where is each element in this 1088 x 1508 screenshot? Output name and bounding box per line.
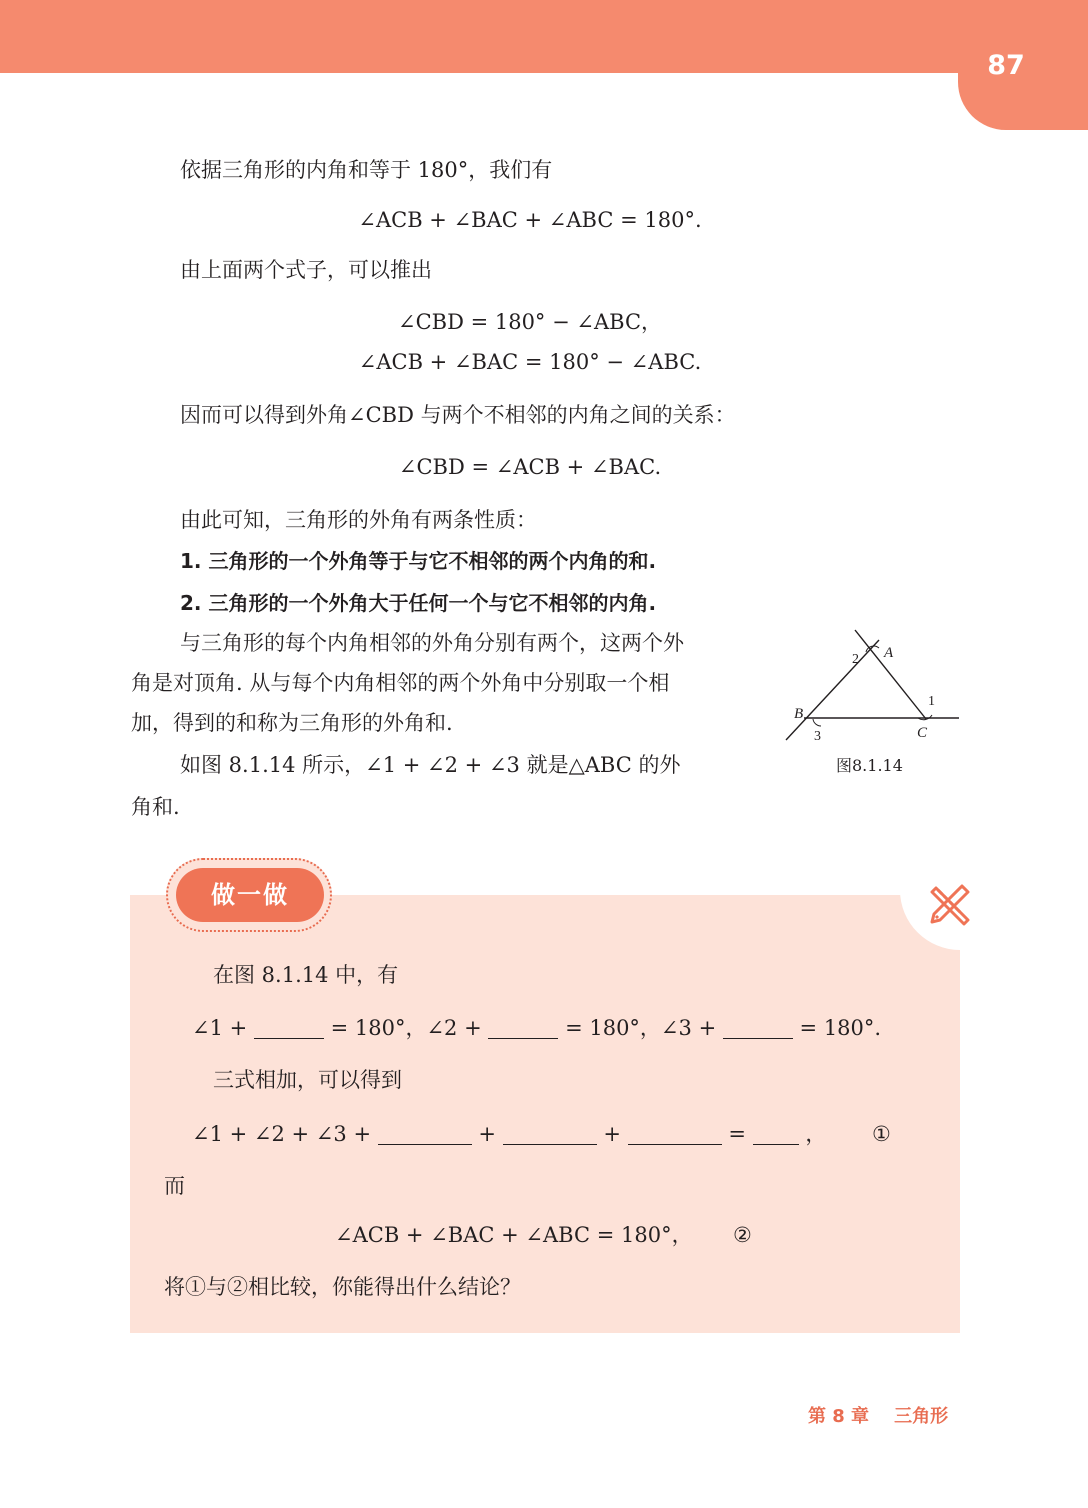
label-2: 2: [852, 652, 859, 667]
equation-3: ∠ACB + ∠BAC = 180° − ∠ABC.: [358, 350, 702, 374]
activity-equation-a: [192, 1014, 881, 1042]
answer-blank-4[interactable]: [378, 1122, 472, 1145]
eq-a-part-1: ∠1 +: [192, 1016, 248, 1040]
equation-4: ∠CBD = ∠ACB + ∠BAC.: [398, 455, 662, 479]
eq-b-part-4: =: [728, 1122, 746, 1146]
eq-b-part-3: +: [603, 1122, 622, 1146]
paragraph-5-line-3: 加，得到的和称为三角形的外角和.: [131, 711, 453, 735]
paragraph-5-line-2: 角是对顶角. 从与每个内角相邻的两个外角中分别取一个相: [131, 671, 670, 695]
page-number: 87: [987, 50, 1025, 81]
paragraph-6-line-1: 如图 8.1.14 所示，∠1 + ∠2 + ∠3 就是△ABC 的外: [180, 753, 681, 777]
activity-equation-b: [192, 1120, 826, 1148]
top-band: [0, 0, 1088, 73]
paragraph-4: 由此可知，三角形的外角有两条性质：: [180, 508, 537, 532]
eq-a-part-4: = 180°.: [799, 1016, 882, 1040]
activity-badge: 做一做: [176, 868, 324, 922]
eq-a-part-2: = 180°，∠2 +: [330, 1016, 482, 1040]
angle-3-arc: [813, 719, 821, 726]
pencil-ruler-icon: [922, 878, 976, 932]
label-3: 3: [814, 729, 821, 744]
eq-a-part-3: = 180°，∠3 +: [565, 1016, 717, 1040]
paragraph-5-line-1: 与三角形的每个内角相邻的外角分别有两个，这两个外: [180, 631, 684, 655]
answer-blank-1[interactable]: [254, 1016, 324, 1039]
answer-blank-3[interactable]: [723, 1016, 793, 1039]
paragraph-6-line-2: 角和.: [131, 795, 180, 819]
property-2: 2. 三角形的一个外角大于任何一个与它不相邻的内角.: [180, 591, 657, 615]
equation-mark-1: ①: [872, 1122, 891, 1146]
chapter-footer: [808, 1402, 948, 1428]
paragraph-3: 因而可以得到外角∠CBD 与两个不相邻的内角之间的关系：: [180, 403, 736, 427]
paragraph-2: 由上面两个式子，可以推出: [180, 258, 432, 282]
answer-blank-2[interactable]: [488, 1016, 558, 1039]
equation-1: ∠ACB + ∠BAC + ∠ABC = 180°.: [358, 208, 702, 232]
activity-equation-c: ∠ACB + ∠BAC + ∠ABC = 180°，: [335, 1223, 693, 1247]
equation-mark-2: ②: [733, 1223, 752, 1247]
eq-b-part-2: +: [478, 1122, 497, 1146]
line-ac: [855, 630, 926, 719]
answer-blank-7[interactable]: [753, 1122, 799, 1145]
answer-blank-6[interactable]: [628, 1122, 722, 1145]
answer-blank-5[interactable]: [503, 1122, 597, 1145]
label-b: B: [794, 706, 804, 722]
line-ba: [786, 640, 879, 740]
chapter-title: 三角形: [894, 1406, 949, 1427]
property-1: 1. 三角形的一个外角等于与它不相邻的两个内角的和.: [180, 549, 657, 573]
triangle-figure: [780, 622, 965, 752]
label-1: 1: [928, 694, 935, 709]
activity-line-2: 三式相加，可以得到: [213, 1068, 402, 1092]
activity-question: 将①与②相比较，你能得出什么结论？: [164, 1275, 521, 1299]
chapter-number: 第 8 章: [808, 1406, 870, 1427]
activity-line-3: 而: [164, 1174, 185, 1198]
eq-b-part-5: ，: [805, 1122, 827, 1146]
figure-caption: 图8.1.14: [836, 756, 903, 775]
eq-b-part-1: ∠1 + ∠2 + ∠3 +: [192, 1122, 372, 1146]
label-c: C: [917, 725, 928, 741]
equation-2: ∠CBD = 180° − ∠ABC，: [397, 310, 663, 334]
paragraph-1: 依据三角形的内角和等于 180°，我们有: [180, 158, 553, 182]
label-a: A: [884, 645, 894, 661]
activity-line-1: 在图 8.1.14 中，有: [213, 963, 399, 987]
